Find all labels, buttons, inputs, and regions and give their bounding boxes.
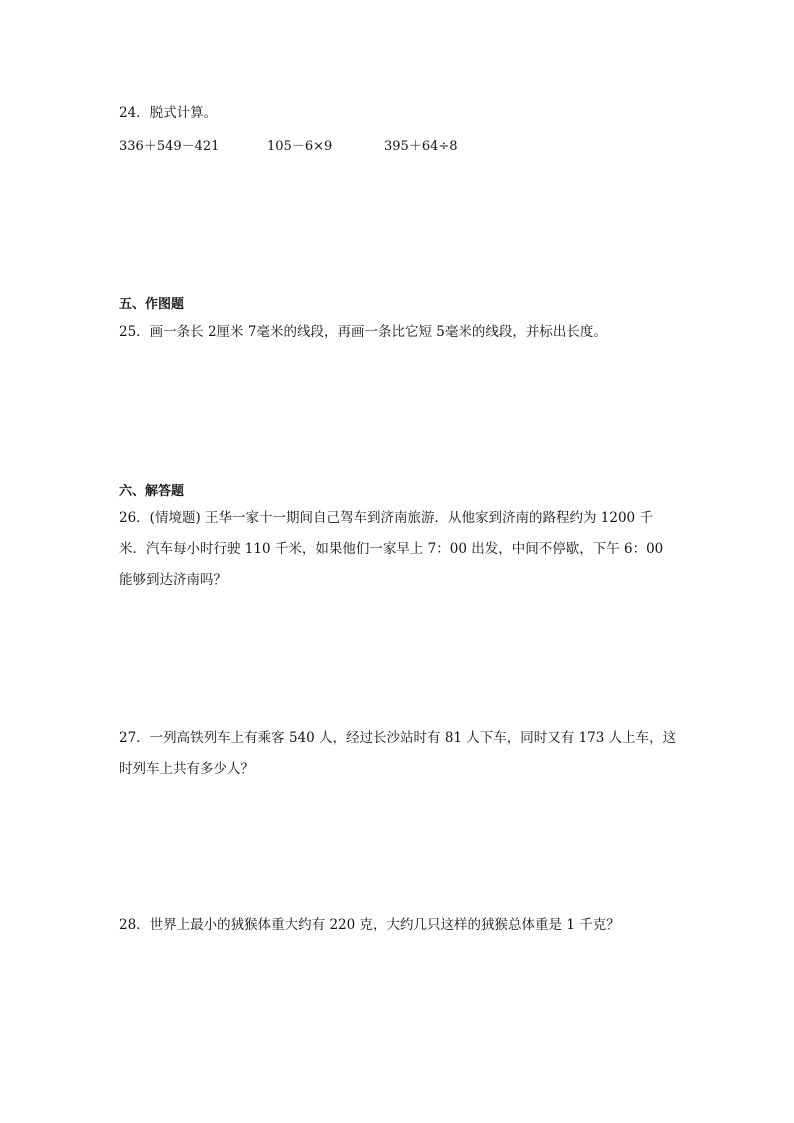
expression-1: 336＋549－421	[119, 139, 220, 154]
question-24-title: 24．脱式计算。	[119, 105, 218, 121]
question-26-line-1: 26．(情境题) 王华一家十一期间自己驾车到济南旅游．从他家到济南的路程约为 1200 千	[119, 510, 653, 526]
question-27-line-2: 时列车上共有多少人？	[119, 761, 254, 777]
question-27-line-1: 27．一列高铁列车上有乘客 540 人，经过长沙站时有 81 人下车，同时又有 173 人上车，这	[119, 730, 677, 746]
expression-3: 395＋64÷8	[384, 139, 458, 154]
expression-2: 105－6×9	[267, 139, 333, 154]
section-5-heading: 五、作图题	[119, 297, 185, 312]
section-6-heading: 六、解答题	[119, 484, 185, 499]
question-26-line-2: 米．汽车每小时行驶 110 千米，如果他们一家早上 7：00 出发，中间不停歇，下午 6：00	[119, 541, 664, 557]
question-26-line-3: 能够到达济南吗？	[119, 572, 227, 588]
question-28: 28．世界上最小的狨猴体重大约有 220 克，大约几只这样的狨猴总体重是 1 千克？	[119, 917, 620, 933]
question-25: 25．画一条长 2厘米 7毫米的线段，再画一条比它短 5毫米的线段，并标出长度。	[119, 324, 607, 340]
